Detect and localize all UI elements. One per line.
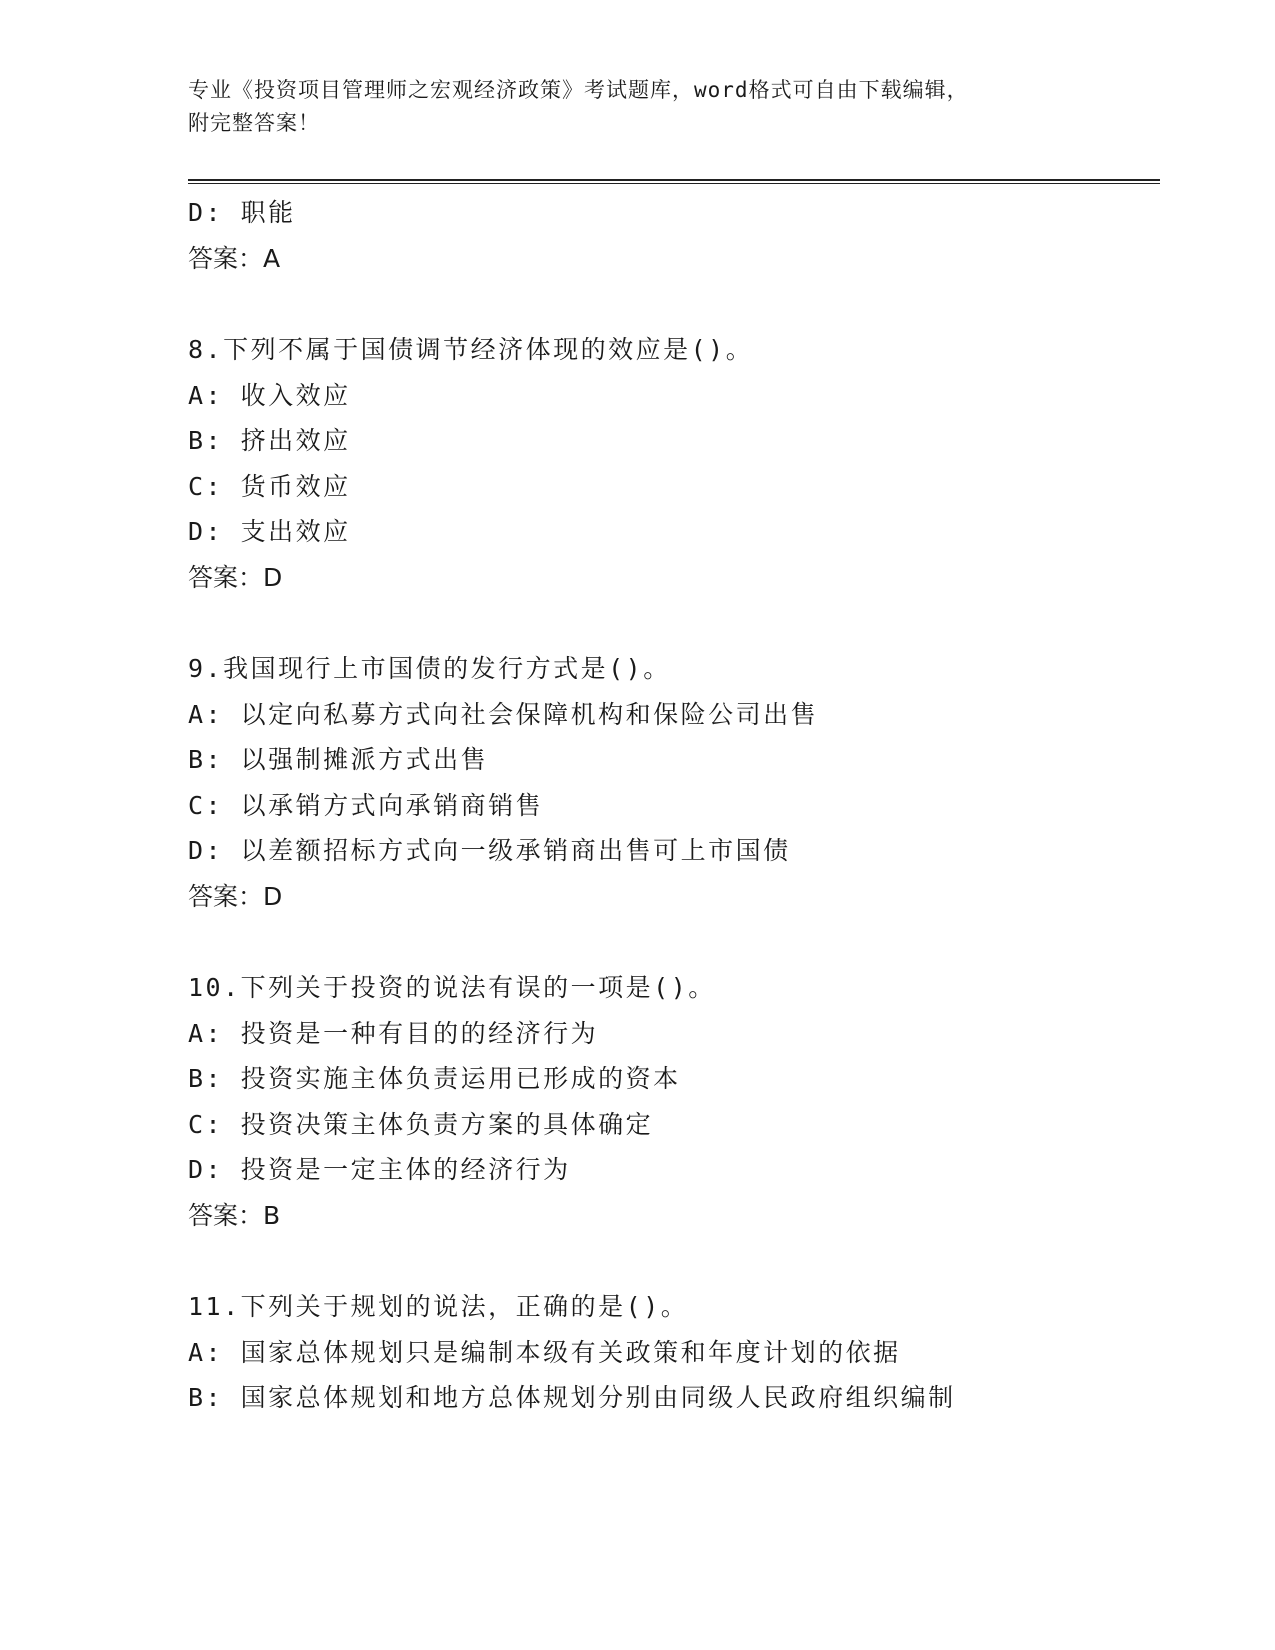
question-9-answer: 答案：D [188, 881, 283, 911]
spacer [188, 1238, 1160, 1284]
question-11-option-b: B: 国家总体规划和地方总体规划分别由同级人民政府组织编制 [188, 1383, 956, 1412]
question-10-option-a: A: 投资是一种有目的的经济行为 [188, 1018, 599, 1048]
question-9-stem: 9.我国现行上市国债的发行方式是()。 [188, 654, 671, 683]
question-8-answer: 答案：D [188, 562, 283, 592]
question-10-stem: 10.下列关于投资的说法有误的一项是()。 [188, 973, 716, 1002]
prev-option-d: D: 职能 [188, 198, 296, 227]
question-8-option-c: C: 货币效应 [188, 471, 351, 501]
question-11-stem: 11.下列关于规划的说法，正确的是()。 [188, 1292, 689, 1321]
question-10-option-c: C: 投资决策主体负责方案的具体确定 [188, 1109, 654, 1139]
question-9-option-a: A: 以定向私募方式向社会保障机构和保险公司出售 [188, 699, 819, 729]
page-header [188, 74, 1088, 140]
question-9-option-b: B: 以强制摊派方式出售 [188, 745, 489, 774]
question-8-option-a: A: 收入效应 [188, 380, 351, 410]
spacer [188, 600, 1160, 646]
question-10-option-b: B: 投资实施主体负责运用已形成的资本 [188, 1064, 681, 1093]
header-divider [188, 179, 1160, 184]
header-line-2: 附完整答案！ [188, 111, 320, 135]
question-8-stem: 8.下列不属于国债调节经济体现的效应是()。 [188, 335, 754, 364]
spacer [188, 281, 1160, 327]
question-9-option-c: C: 以承销方式向承销商销售 [188, 790, 544, 820]
question-10-answer: 答案：B [188, 1200, 281, 1230]
question-list [188, 190, 1160, 1421]
spacer [188, 919, 1160, 965]
question-8-option-b: B: 挤出效应 [188, 426, 351, 455]
question-8-option-d: D: 支出效应 [188, 517, 351, 546]
question-11-option-a: A: 国家总体规划只是编制本级有关政策和年度计划的依据 [188, 1337, 901, 1367]
header-line-1: 专业《投资项目管理师之宏观经济政策》考试题库，word格式可自由下载编辑， [188, 78, 969, 102]
question-10-option-d: D: 投资是一定主体的经济行为 [188, 1155, 571, 1184]
prev-answer: 答案：A [188, 243, 281, 273]
question-9-option-d: D: 以差额招标方式向一级承销商出售可上市国债 [188, 836, 791, 865]
